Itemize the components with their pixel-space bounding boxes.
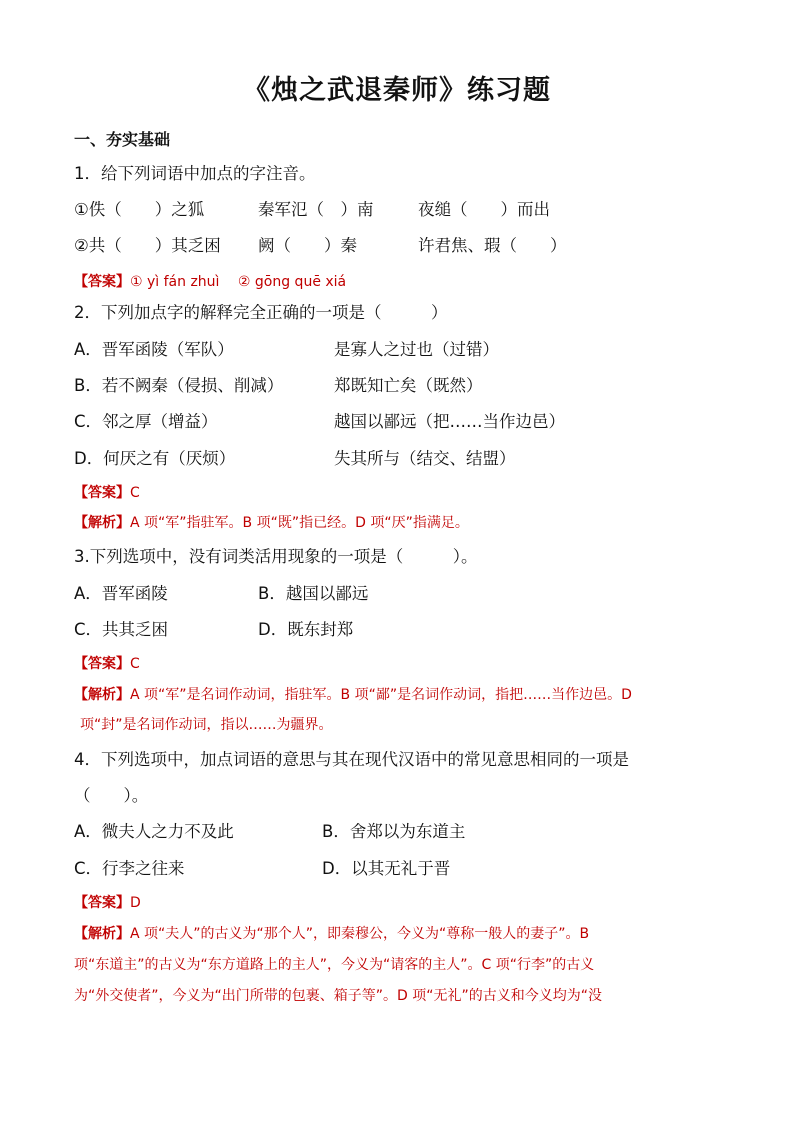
analysis-tag: 【解析】: [74, 926, 130, 942]
section-heading: 一、夯实基础: [74, 130, 171, 149]
q4-analysis-cont: 项“东道主”的古义为“东方道路上的主人”，今义为“请客的主人”。C 项“行李”的古义: [74, 957, 595, 973]
analysis-tag: 【解析】: [74, 687, 130, 703]
q3-option-d: D．既东封郑: [258, 620, 354, 639]
q1-item: 夜缒（ ）而出: [418, 200, 550, 219]
q3-analysis-cont: 项“封”是名词作动词，指以……为疆界。: [80, 717, 333, 733]
q3-option-b: B．越国以鄙远: [258, 584, 369, 603]
q3-stem: 3.下列选项中，没有词类活用现象的一项是（ ）。: [74, 547, 478, 566]
q3-option-a: A．晋军函陵: [74, 584, 168, 603]
answer-tag: 【答案】: [74, 485, 130, 501]
q1-item: ①佚（ ）之狐: [74, 200, 205, 219]
analysis-tag: 【解析】: [74, 515, 130, 531]
q1-item: 许君焦、瑕（ ）: [418, 236, 567, 255]
q1-item: ②共（ ）其乏困: [74, 236, 221, 255]
q3-answer: [74, 654, 140, 674]
analysis-text: A 项“军”是名词作动词，指驻军。B 项“鄙”是名词作动词，指把……当作边邑。D: [130, 687, 632, 703]
answer-tag: 【答案】: [74, 895, 130, 911]
q2-option-b-2: 郑既知亡矣（既然）: [334, 376, 483, 395]
q4-option-b: B．舍郑以为东道主: [322, 822, 466, 841]
q2-option-d-2: 失其所与（结交、结盟）: [334, 449, 516, 468]
q2-option-c: C．邻之厚（增益）: [74, 412, 218, 431]
q2-stem: 2．下列加点字的解释完全正确的一项是（ ）: [74, 303, 448, 322]
answer-text: C: [130, 656, 140, 672]
q4-stem: 4．下列选项中，加点词语的意思与其在现代汉语中的常见意思相同的一项是: [74, 750, 629, 769]
answer-text: C: [130, 485, 140, 501]
q2-answer: [74, 483, 140, 503]
q4-stem-cont: （ ）。: [74, 786, 149, 805]
answer-text: ① yì fán zhuì ② gōng quē xiá: [130, 274, 347, 290]
q3-option-c: C．共其乏困: [74, 620, 169, 639]
q4-analysis-cont: 为“外交使者”，今义为“出门所带的包裹、箱子等”。D 项“无礼”的古义和今义均为“没: [74, 988, 602, 1004]
answer-text: D: [130, 895, 141, 911]
q4-option-d: D．以其无礼于晋: [322, 859, 451, 878]
q2-option-d: D．何厌之有（厌烦）: [74, 449, 236, 468]
q1-item: 阙（ ）秦: [258, 236, 357, 255]
q1-stem: 1．给下列词语中加点的字注音。: [74, 164, 316, 183]
q2-option-b: B．若不阙秦（侵损、削减）: [74, 376, 284, 395]
answer-tag: 【答案】: [74, 274, 130, 290]
q2-analysis: [74, 513, 469, 533]
q4-option-c: C．行李之往来: [74, 859, 185, 878]
q3-analysis: [74, 685, 632, 705]
analysis-text: A 项“军”指驻军。B 项“既”指已经。D 项“厌”指满足。: [130, 515, 469, 531]
q2-option-a: A．晋军函陵（军队）: [74, 340, 234, 359]
answer-tag: 【答案】: [74, 656, 130, 672]
q1-answer: [74, 272, 346, 292]
q4-answer: [74, 893, 141, 913]
q4-analysis: [74, 924, 589, 944]
analysis-text: A 项“夫人”的古义为“那个人”，即秦穆公，今义为“尊称一般人的妻子”。B: [130, 926, 590, 942]
q2-option-c-2: 越国以鄙远（把……当作边邑）: [334, 412, 565, 431]
q4-option-a: A．微夫人之力不及此: [74, 822, 234, 841]
q2-option-a-2: 是寡人之过也（过错）: [334, 340, 499, 359]
page-title: 《烛之武退秦师》练习题: [243, 75, 551, 106]
q1-item: 秦军氾（ ）南: [258, 200, 374, 219]
